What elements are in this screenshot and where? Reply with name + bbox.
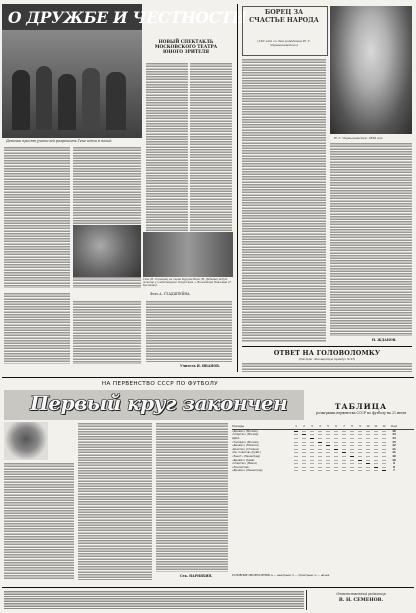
table-score-mark xyxy=(358,460,362,461)
table-score-mark xyxy=(366,463,370,464)
table-points-cell: 11 xyxy=(392,447,396,451)
table-header-cell: 10 xyxy=(366,425,370,429)
table-score-mark xyxy=(302,449,306,450)
table-score-mark xyxy=(366,467,370,468)
table-score-mark xyxy=(310,470,314,471)
table-header-cell: 1 xyxy=(295,425,297,429)
table-team-cell: «Кр. Советов» (Куйб.) xyxy=(232,451,261,455)
table-score-mark xyxy=(294,452,298,453)
table-score-mark xyxy=(310,467,314,468)
table-score-mark xyxy=(374,434,378,435)
table-team-cell: «Шахтер» (Сталино) xyxy=(232,447,260,451)
table-subtitle: розыгрыша первенства СССР по футболу на 21 июля xyxy=(316,411,406,415)
table-score-mark xyxy=(302,460,306,461)
table-score-mark xyxy=(318,449,322,450)
table-score-mark xyxy=(374,442,378,443)
table-score-mark xyxy=(334,445,338,446)
table-score-mark xyxy=(294,467,298,468)
table-score-mark xyxy=(342,449,346,450)
theatre-body-bottom xyxy=(146,300,232,362)
table-score-mark xyxy=(358,434,362,435)
table-score-mark xyxy=(294,449,298,450)
table-score-mark xyxy=(326,467,330,468)
table-team-cell: «Локомотив» xyxy=(232,465,250,469)
book-title: БОРЕЦ ЗА СЧАСТЬЕ НАРОДА xyxy=(249,9,319,24)
footer-editor-name: В. Н. СЕМЕНОВ. xyxy=(338,598,384,603)
table-score-mark xyxy=(294,434,298,435)
table-score-mark xyxy=(326,452,330,453)
book-subtitle: (130 лет со дня рождения Н. Г. Чернышевского) xyxy=(257,39,311,47)
table-score-mark xyxy=(342,470,346,471)
column-rule xyxy=(237,4,238,372)
table-header-cell: 8 xyxy=(351,425,353,429)
table-score-mark xyxy=(326,463,330,464)
table-score-mark xyxy=(318,467,322,468)
table-score-mark xyxy=(294,445,298,446)
puzzle-headline: ОТВЕТ НА ГОЛОВОЛОМКУ xyxy=(273,349,381,357)
top-story-headline: О ДРУЖБЕ И ЧЕСТНОСТИ xyxy=(8,8,247,27)
table-points-cell: 16 xyxy=(392,429,396,433)
table-score-mark xyxy=(310,452,314,453)
theatre-author: Учитель И. ИВАНОВ. xyxy=(180,364,220,368)
table-score-mark xyxy=(318,438,322,439)
table-score-mark xyxy=(318,470,322,471)
table-team-cell: «Динамо» (Тбилиси) xyxy=(232,444,259,448)
table-team-cell: «Зенит» (Ленинград) xyxy=(232,455,261,459)
table-score-mark xyxy=(382,449,386,450)
table-points-cell: 8 xyxy=(393,465,395,469)
table-score-mark xyxy=(382,442,386,443)
table-header-cell: Очки xyxy=(390,425,398,429)
book-author: Н. ЖДАНОВ. xyxy=(372,338,397,342)
table-score-mark xyxy=(366,452,370,453)
table-score-mark xyxy=(294,460,298,461)
table-score-mark xyxy=(342,456,346,457)
table-score-mark xyxy=(342,434,346,435)
table-score-mark xyxy=(382,463,386,464)
table-score-mark xyxy=(334,449,338,450)
table-team-cell: «Торпедо» (Москва) xyxy=(232,440,259,444)
table-score-mark xyxy=(374,452,378,453)
stage-photo-right xyxy=(143,232,233,277)
table-score-mark xyxy=(310,442,314,443)
footer-editor-label: Ответственный редактор xyxy=(336,592,386,596)
table-score-mark xyxy=(294,442,298,443)
table-score-mark xyxy=(350,452,354,453)
table-points-cell: 12 xyxy=(392,444,396,448)
table-score-mark xyxy=(294,470,298,471)
table-score-mark xyxy=(342,452,346,453)
table-points-cell: 10 xyxy=(392,458,396,462)
table-score-mark xyxy=(342,445,346,446)
table-score-mark xyxy=(382,438,386,439)
table-header-cell: 2 xyxy=(303,425,305,429)
table-score-mark xyxy=(334,431,338,432)
table-team-cell: «Динамо» (Ленинград) xyxy=(232,469,263,473)
table-body xyxy=(232,430,414,473)
table-score-mark xyxy=(326,460,330,461)
table-score-mark xyxy=(310,449,314,450)
table-points-cell: 10 xyxy=(392,455,396,459)
table-score-mark xyxy=(326,456,330,457)
top-story-photo-caption: Девочки просят учителей разрешить Геке идти в поход. xyxy=(6,139,113,143)
photo-credit: Фото А. ГЛАДШТЕЙНА. xyxy=(150,292,191,296)
table-score-mark xyxy=(358,452,362,453)
table-score-mark xyxy=(310,431,314,432)
table-score-mark xyxy=(334,460,338,461)
table-score-mark xyxy=(294,431,298,432)
table-score-mark xyxy=(318,463,322,464)
table-team-cell: «Спартак» (Москва) xyxy=(232,433,259,437)
table-header-cell: 9 xyxy=(359,425,361,429)
theatre-headline: НОВЫЙ СПЕКТАКЛЬ МОСКОВСКОГО ТЕАТРА ЮНОГО ЗРИТЕЛЯ xyxy=(154,40,218,56)
table-score-mark xyxy=(318,460,322,461)
table-score-mark xyxy=(334,442,338,443)
table-score-mark xyxy=(326,445,330,446)
table-score-mark xyxy=(318,456,322,457)
table-header-cell: 12 xyxy=(382,425,386,429)
table-score-mark xyxy=(318,445,322,446)
table-score-mark xyxy=(350,460,354,461)
top-story-body-bottom-mid xyxy=(73,300,141,364)
table-points-cell: 13 xyxy=(392,440,396,444)
table-header-cell: 7 xyxy=(343,425,345,429)
table-score-mark xyxy=(366,460,370,461)
table-score-mark xyxy=(358,445,362,446)
chernyshevsky-portrait xyxy=(330,6,412,134)
table-score-mark xyxy=(366,442,370,443)
table-score-mark xyxy=(350,431,354,432)
top-story-body-left xyxy=(4,146,70,288)
book-body-1 xyxy=(242,58,326,342)
table-score-mark xyxy=(366,456,370,457)
table-score-mark xyxy=(318,452,322,453)
sports-headline: Первый круг закончен xyxy=(30,391,288,415)
table-score-mark xyxy=(350,456,354,457)
sports-banner: НА ПЕРВЕНСТВО СССР ПО ФУТБОЛУ xyxy=(101,381,219,387)
table-points-cell: 14 xyxy=(392,433,396,437)
table-team-cell: ЦДСА xyxy=(232,437,240,441)
table-header-cell: 6 xyxy=(335,425,337,429)
book-body-2 xyxy=(330,142,412,336)
table-score-mark xyxy=(326,434,330,435)
table-score-mark xyxy=(302,445,306,446)
table-score-mark xyxy=(350,445,354,446)
sports-author: Сек. НАРНЯХИН. xyxy=(180,574,213,578)
table-score-mark xyxy=(382,445,386,446)
table-score-mark xyxy=(302,467,306,468)
table-header-cell: 11 xyxy=(374,425,378,429)
puzzle-rule xyxy=(242,346,412,347)
table-score-mark xyxy=(366,438,370,439)
table-score-mark xyxy=(294,438,298,439)
table-score-mark xyxy=(318,431,322,432)
table-score-mark xyxy=(374,438,378,439)
table-team-cell: «Спартак» (Минск) xyxy=(232,462,258,466)
table-score-mark xyxy=(358,470,362,471)
table-score-mark xyxy=(358,431,362,432)
theatre-body-1 xyxy=(146,62,188,232)
table-score-mark xyxy=(302,442,306,443)
table-score-mark xyxy=(358,463,362,464)
table-score-mark xyxy=(374,470,378,471)
table-score-mark xyxy=(318,442,322,443)
table-score-mark xyxy=(382,467,386,468)
table-score-mark xyxy=(366,445,370,446)
table-score-mark xyxy=(342,467,346,468)
table-score-mark xyxy=(310,445,314,446)
table-score-mark xyxy=(334,467,338,468)
table-score-mark xyxy=(374,463,378,464)
table-score-mark xyxy=(342,431,346,432)
table-score-mark xyxy=(334,456,338,457)
table-score-mark xyxy=(318,434,322,435)
table-score-mark xyxy=(350,467,354,468)
sports-top-rule xyxy=(2,377,414,378)
table-score-mark xyxy=(358,438,362,439)
theatre-body-2 xyxy=(190,62,232,232)
table-score-mark xyxy=(374,456,378,457)
table-score-mark xyxy=(310,463,314,464)
table-row xyxy=(232,469,414,473)
table-score-mark xyxy=(366,431,370,432)
table-score-mark xyxy=(382,460,386,461)
table-score-mark xyxy=(342,442,346,443)
table-score-mark xyxy=(334,438,338,439)
sports-body-2 xyxy=(78,422,152,580)
table-score-mark xyxy=(350,434,354,435)
table-score-mark xyxy=(350,438,354,439)
table-score-mark xyxy=(334,470,338,471)
table-score-mark xyxy=(302,434,306,435)
table-score-mark xyxy=(350,470,354,471)
table-score-mark xyxy=(334,434,338,435)
table-title: ТАБЛИЦА xyxy=(334,402,388,411)
table-score-mark xyxy=(326,442,330,443)
table-score-mark xyxy=(302,470,306,471)
puzzle-body xyxy=(242,362,412,372)
table-score-mark xyxy=(294,456,298,457)
table-header-cell: 3 xyxy=(311,425,313,429)
table-score-mark xyxy=(366,449,370,450)
table-score-mark xyxy=(310,456,314,457)
table-score-mark xyxy=(382,452,386,453)
table-score-mark xyxy=(302,463,306,464)
table-score-mark xyxy=(366,434,370,435)
table-score-mark xyxy=(294,463,298,464)
stage-photo-caption: Гека (В. Горькова) на сцене Курума Вере (Н. Дебеева) ждут помощи у хлебопекарни. Перед ним — Валентина Павловна (Т. Кусакова). xyxy=(143,278,232,287)
table-score-mark xyxy=(350,449,354,450)
table-score-mark xyxy=(342,460,346,461)
table-score-mark xyxy=(302,452,306,453)
standings-table xyxy=(232,425,414,473)
table-score-mark xyxy=(358,467,362,468)
table-score-mark xyxy=(382,456,386,457)
table-score-mark xyxy=(342,463,346,464)
table-score-mark xyxy=(358,456,362,457)
table-points-cell: 14 xyxy=(392,437,396,441)
table-header-cell: 5 xyxy=(327,425,329,429)
table-score-mark xyxy=(342,438,346,439)
table-score-mark xyxy=(302,456,306,457)
top-story-photo xyxy=(2,30,142,138)
table-score-mark xyxy=(334,463,338,464)
table-points-cell: 9 xyxy=(393,462,395,466)
table-score-mark xyxy=(334,452,338,453)
top-story-body-bottom-left xyxy=(4,292,70,364)
table-score-mark xyxy=(310,438,314,439)
sports-body-3 xyxy=(156,422,228,572)
table-score-mark xyxy=(358,449,362,450)
table-score-mark xyxy=(374,449,378,450)
portrait-caption: Н. Г. Чернышевский. 1859 год. xyxy=(334,136,384,140)
table-points-cell: 7 xyxy=(393,469,395,473)
table-team-cell: «Динамо» (Москва) xyxy=(232,429,258,433)
table-score-mark xyxy=(326,438,330,439)
table-score-mark xyxy=(382,470,386,471)
table-score-mark xyxy=(302,438,306,439)
table-note: УСЛОВНЫЕ ОБОЗНАЧЕНИЯ: в — выигрыш; п — проигрыш; н — ничья. xyxy=(232,573,330,577)
table-score-mark xyxy=(374,460,378,461)
table-score-mark xyxy=(382,431,386,432)
table-header-cell: 4 xyxy=(319,425,321,429)
football-illustration xyxy=(4,422,48,460)
table-points-cell: 11 xyxy=(392,451,396,455)
table-score-mark xyxy=(374,467,378,468)
puzzle-subheadline: (Смотри «Пионерскую правду» № 67) xyxy=(298,357,356,361)
table-header-cell: Команды xyxy=(232,425,245,429)
footer-imprint xyxy=(4,590,304,610)
table-team-cell: «Динамо» (Киев) xyxy=(232,458,255,462)
stage-photo xyxy=(73,225,141,277)
table-score-mark xyxy=(310,460,314,461)
table-score-mark xyxy=(326,431,330,432)
table-score-mark xyxy=(374,445,378,446)
table-score-mark xyxy=(350,442,354,443)
footer-rule xyxy=(2,587,414,588)
table-score-mark xyxy=(326,449,330,450)
sports-body-1 xyxy=(4,462,74,580)
table-score-mark xyxy=(374,431,378,432)
table-score-mark xyxy=(350,463,354,464)
table-score-mark xyxy=(358,442,362,443)
table-score-mark xyxy=(310,434,314,435)
table-score-mark xyxy=(326,470,330,471)
table-score-mark xyxy=(302,431,306,432)
table-score-mark xyxy=(366,470,370,471)
table-score-mark xyxy=(382,434,386,435)
